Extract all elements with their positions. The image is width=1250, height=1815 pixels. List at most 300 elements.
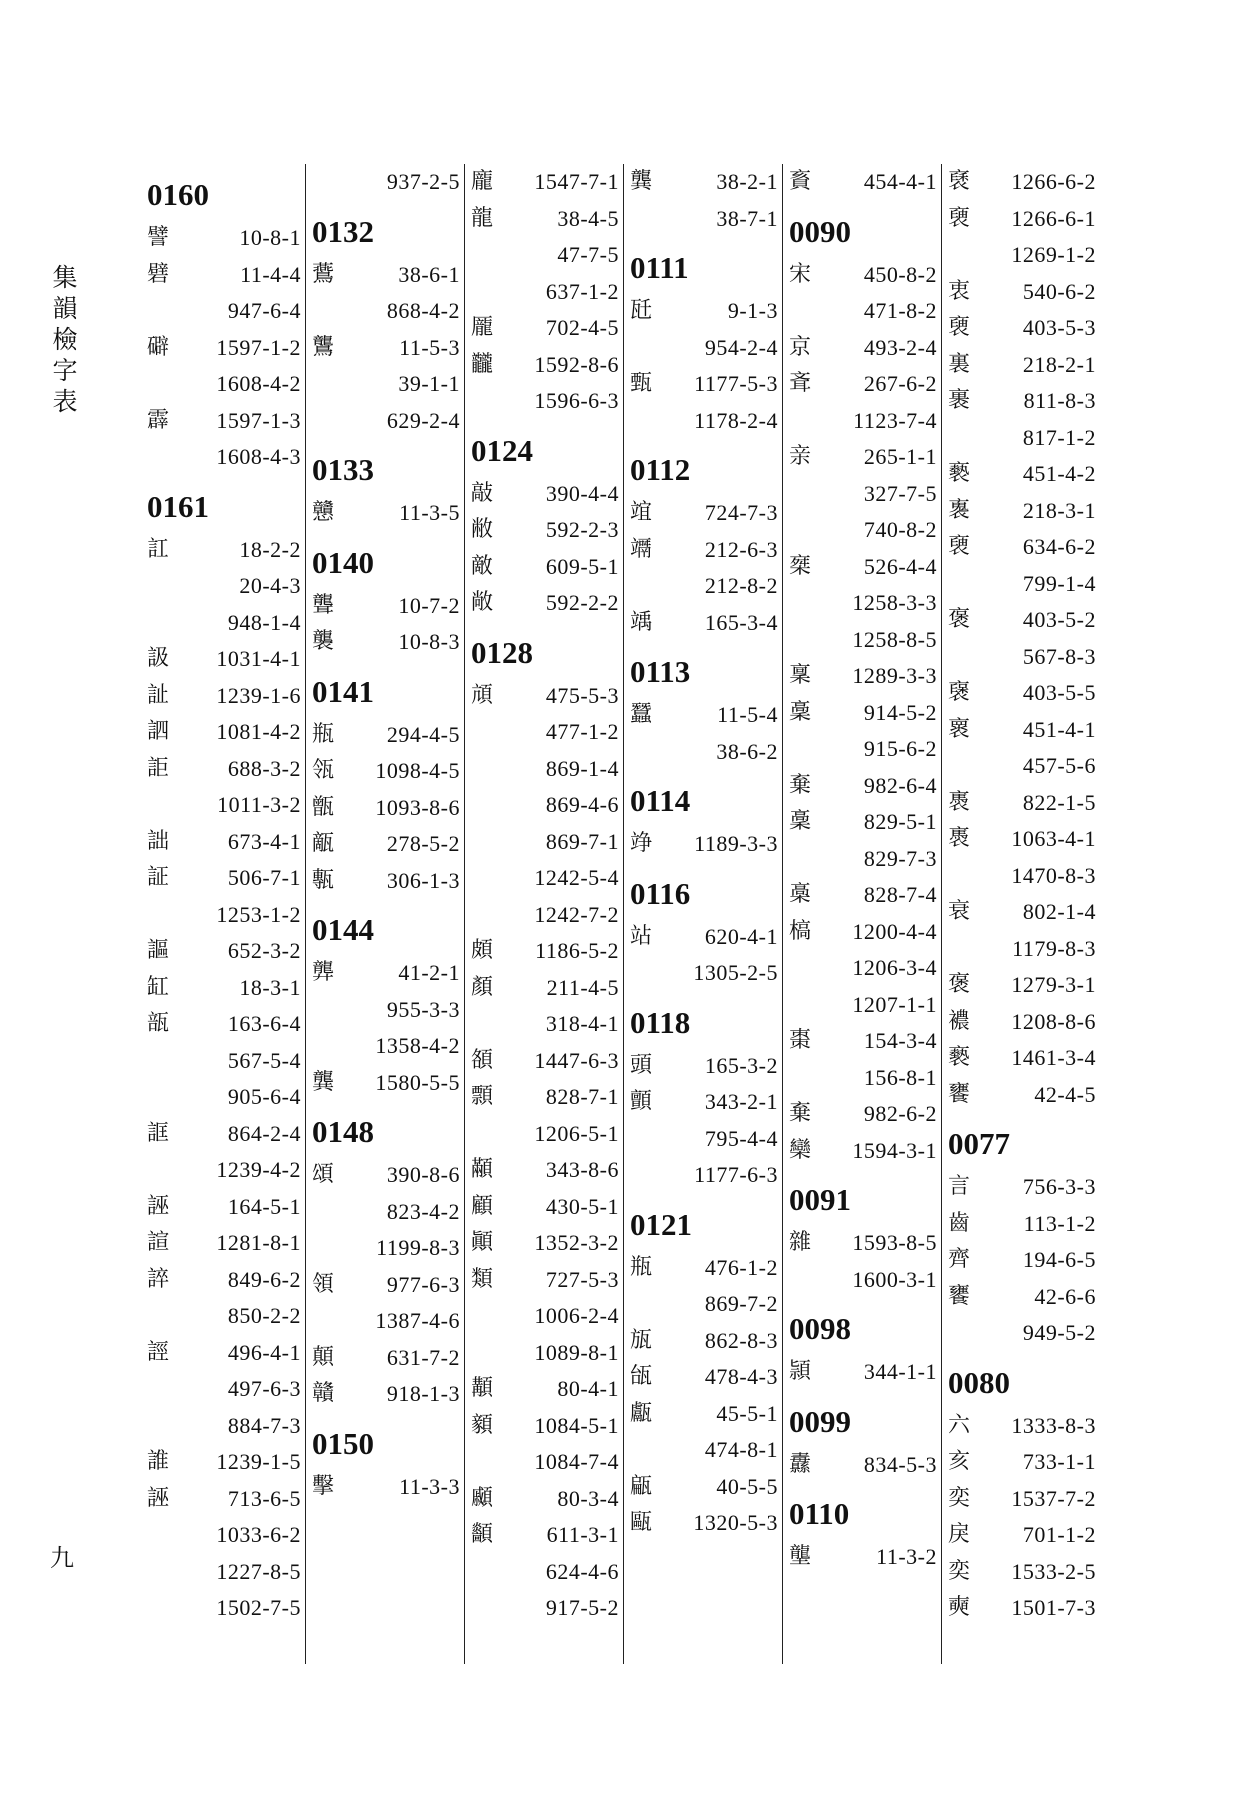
entry-reference: 1177-5-3 bbox=[694, 371, 778, 396]
entry-reference: 218-3-1 bbox=[1022, 497, 1096, 523]
entry-character: 敞 bbox=[471, 590, 494, 615]
index-entry bbox=[312, 366, 460, 403]
index-entry bbox=[789, 1447, 937, 1484]
index-entry bbox=[630, 366, 778, 403]
entry-character: 礕 bbox=[147, 261, 170, 287]
entry-reference: 1081-4-2 bbox=[216, 719, 301, 744]
index-entry bbox=[147, 1152, 301, 1189]
entry-character: 誆 bbox=[147, 1120, 170, 1146]
entry-character: 詎 bbox=[147, 755, 170, 781]
entry-reference: 1470-8-3 bbox=[1011, 862, 1096, 888]
entry-reference: 823-4-2 bbox=[386, 1198, 460, 1224]
index-entry bbox=[147, 641, 301, 678]
entry-reference: 1537-7-2 bbox=[1011, 1485, 1096, 1511]
entry-character: 頟 bbox=[471, 1047, 494, 1073]
entry-character bbox=[789, 731, 823, 768]
entry-reference: 869-1-4 bbox=[545, 755, 619, 781]
entry-reference: 1242-5-4 bbox=[534, 865, 619, 890]
entry-character: 訯 bbox=[147, 646, 170, 671]
entry-character: 欒 bbox=[789, 1137, 812, 1163]
entry-reference: 822-1-5 bbox=[1022, 789, 1096, 815]
index-entry bbox=[948, 201, 1096, 238]
entry-reference: 38-6-2 bbox=[716, 738, 778, 764]
entry-reference: 1320-5-3 bbox=[693, 1510, 778, 1535]
entry-reference: 1093-8-6 bbox=[375, 794, 460, 820]
index-entry bbox=[471, 1116, 619, 1153]
entry-character bbox=[312, 1303, 346, 1340]
index-entry bbox=[312, 717, 460, 754]
index-entry bbox=[789, 768, 937, 805]
entry-reference: 1208-8-6 bbox=[1011, 1008, 1096, 1034]
index-entry bbox=[948, 1554, 1096, 1591]
entry-reference: 1178-2-4 bbox=[694, 407, 778, 433]
index-entry bbox=[147, 678, 301, 715]
entry-reference: 915-6-2 bbox=[863, 736, 937, 761]
entry-reference: 1177-6-3 bbox=[694, 1162, 778, 1187]
entry-reference: 474-8-1 bbox=[704, 1437, 778, 1462]
entry-reference: 917-5-2 bbox=[545, 1595, 619, 1620]
entry-character: 龎 bbox=[471, 315, 494, 340]
entry-reference: 811-8-3 bbox=[1023, 388, 1096, 413]
index-entry bbox=[147, 1298, 301, 1335]
entry-reference: 1179-8-3 bbox=[1012, 935, 1096, 961]
index-entry bbox=[630, 330, 778, 367]
entry-character: 衷 bbox=[948, 278, 971, 304]
entry-reference: 1123-7-4 bbox=[853, 407, 937, 433]
entry-character bbox=[312, 293, 346, 330]
index-entry bbox=[789, 257, 937, 294]
entry-reference: 634-6-2 bbox=[1022, 534, 1096, 559]
entry-character: 瓶 bbox=[312, 721, 335, 747]
entry-reference: 526-4-4 bbox=[863, 553, 937, 579]
entry-character: 敲 bbox=[471, 480, 494, 506]
index-entry bbox=[948, 639, 1096, 676]
entry-reference: 850-2-2 bbox=[227, 1303, 301, 1328]
index-entry bbox=[630, 1121, 778, 1158]
entry-reference: 1597-1-3 bbox=[216, 407, 301, 433]
entry-reference: 47-7-5 bbox=[557, 242, 619, 267]
entry-reference: 496-4-1 bbox=[227, 1339, 301, 1365]
index-entry bbox=[471, 1590, 619, 1627]
entry-reference: 1333-8-3 bbox=[1011, 1412, 1096, 1438]
index-entry bbox=[471, 714, 619, 751]
entry-reference: 1098-4-5 bbox=[375, 758, 460, 783]
entry-character bbox=[630, 1286, 664, 1323]
index-entry bbox=[147, 1116, 301, 1153]
entry-character bbox=[789, 476, 823, 513]
entry-character: 褏 bbox=[948, 315, 971, 340]
entry-reference: 1269-1-2 bbox=[1011, 242, 1096, 267]
entry-character bbox=[312, 403, 346, 440]
entry-character: 亥 bbox=[948, 1449, 971, 1474]
entry-reference: 1597-1-2 bbox=[216, 334, 301, 360]
entry-reference: 1253-1-2 bbox=[216, 901, 301, 927]
index-entry bbox=[312, 624, 460, 661]
entry-reference: 713-6-5 bbox=[227, 1485, 301, 1511]
index-entry bbox=[147, 1554, 301, 1591]
entry-character: 甋 bbox=[312, 831, 335, 856]
entry-reference: 506-7-1 bbox=[227, 865, 301, 890]
index-entry bbox=[948, 1169, 1096, 1206]
entry-character: 礔 bbox=[147, 334, 170, 360]
entry-character: 褏 bbox=[948, 534, 971, 559]
section-heading: 0099 bbox=[789, 1403, 851, 1439]
entry-reference: 1227-8-5 bbox=[216, 1558, 301, 1584]
entry-reference: 113-1-2 bbox=[1023, 1210, 1096, 1236]
index-entry bbox=[948, 529, 1096, 566]
entry-reference: 1358-4-2 bbox=[375, 1033, 460, 1058]
entry-character: 訵 bbox=[147, 719, 170, 744]
entry-character: 槁 bbox=[789, 918, 812, 944]
entry-character: 龖 bbox=[471, 351, 494, 377]
entry-reference: 156-8-1 bbox=[863, 1064, 937, 1090]
entry-reference: 477-1-2 bbox=[545, 719, 619, 744]
index-entry bbox=[312, 257, 460, 294]
index-entry bbox=[630, 734, 778, 771]
index-entry bbox=[147, 897, 301, 934]
entry-reference: 948-1-4 bbox=[227, 609, 301, 635]
index-entry bbox=[312, 1230, 460, 1267]
entry-reference: 1594-3-1 bbox=[852, 1137, 937, 1163]
entry-character bbox=[630, 568, 664, 605]
index-column bbox=[464, 164, 623, 1664]
entry-reference: 430-5-1 bbox=[545, 1193, 619, 1219]
entry-reference: 10-8-1 bbox=[239, 225, 301, 250]
section-heading: 0124 bbox=[471, 432, 533, 468]
entry-reference: 795-4-4 bbox=[704, 1125, 778, 1151]
entry-character bbox=[630, 1121, 664, 1158]
entry-character bbox=[471, 1590, 505, 1627]
entry-reference: 724-7-3 bbox=[704, 500, 778, 525]
index-entry bbox=[312, 588, 460, 625]
entry-character: 瓩 bbox=[630, 298, 653, 323]
entry-reference: 165-3-2 bbox=[704, 1052, 778, 1078]
entry-reference: 756-3-3 bbox=[1022, 1174, 1096, 1199]
entry-reference: 265-1-1 bbox=[863, 444, 937, 469]
entry-reference: 403-5-3 bbox=[1022, 315, 1096, 340]
index-entry bbox=[789, 1225, 937, 1262]
index-entry bbox=[471, 970, 619, 1007]
entry-character bbox=[147, 1517, 181, 1554]
entry-reference: 39-1-1 bbox=[398, 371, 460, 396]
entry-character bbox=[630, 201, 664, 238]
entry-reference: 1281-8-1 bbox=[216, 1230, 301, 1255]
entry-reference: 918-1-3 bbox=[386, 1381, 460, 1406]
index-entry bbox=[948, 274, 1096, 311]
entry-reference: 1206-5-1 bbox=[534, 1120, 619, 1146]
section-heading: 0150 bbox=[312, 1425, 374, 1461]
entry-reference: 1501-7-3 bbox=[1011, 1595, 1096, 1620]
index-entry bbox=[147, 1335, 301, 1372]
index-entry bbox=[471, 1079, 619, 1116]
entry-character: 雜 bbox=[789, 1230, 812, 1255]
entry-reference: 18-3-1 bbox=[239, 974, 301, 1000]
index-entry bbox=[312, 790, 460, 827]
entry-reference: 1186-5-2 bbox=[535, 938, 619, 963]
entry-character: 誣 bbox=[147, 1193, 170, 1219]
entry-character: 言 bbox=[948, 1174, 971, 1199]
entry-character: 顏 bbox=[471, 974, 494, 1000]
index-entry bbox=[789, 695, 937, 732]
entry-character bbox=[312, 164, 346, 201]
entry-reference: 278-5-2 bbox=[386, 831, 460, 856]
entry-character: 敝 bbox=[471, 517, 494, 542]
entry-character bbox=[471, 714, 505, 751]
index-entry bbox=[147, 439, 301, 476]
section-heading: 0132 bbox=[312, 213, 374, 249]
entry-character: 頌 bbox=[312, 1162, 335, 1187]
index-entry bbox=[948, 1517, 1096, 1554]
entry-reference: 802-1-4 bbox=[1022, 899, 1096, 924]
entry-reference: 829-5-1 bbox=[863, 809, 937, 834]
index-entry bbox=[312, 863, 460, 900]
index-entry bbox=[630, 826, 778, 863]
entry-reference: 194-6-5 bbox=[1022, 1247, 1096, 1272]
entry-character: 鸗 bbox=[312, 334, 335, 360]
entry-character bbox=[471, 237, 505, 274]
entry-reference: 1239-1-6 bbox=[216, 682, 301, 708]
section-heading: 0128 bbox=[471, 634, 533, 670]
section-heading: 0116 bbox=[630, 875, 691, 911]
index-entry bbox=[789, 293, 937, 330]
entry-character: 竬 bbox=[630, 609, 653, 635]
index-entry bbox=[471, 751, 619, 788]
section-heading: 0111 bbox=[630, 250, 689, 285]
entry-reference: 11-3-3 bbox=[399, 1473, 460, 1499]
index-entry bbox=[948, 1444, 1096, 1481]
index-entry bbox=[630, 495, 778, 532]
entry-character: 顢 bbox=[471, 1157, 494, 1182]
index-entry bbox=[948, 237, 1096, 274]
entry-reference: 982-6-4 bbox=[863, 772, 937, 798]
index-entry bbox=[471, 1262, 619, 1299]
entry-character bbox=[312, 1194, 346, 1231]
entry-reference: 41-2-1 bbox=[398, 960, 460, 985]
entry-character bbox=[147, 897, 181, 934]
entry-character: 頏 bbox=[471, 682, 494, 708]
entry-reference: 165-3-4 bbox=[704, 609, 778, 635]
index-entry bbox=[147, 1408, 301, 1445]
index-entry bbox=[630, 1505, 778, 1542]
entry-reference: 10-8-3 bbox=[398, 629, 460, 654]
entry-character bbox=[147, 1043, 181, 1080]
entry-character: 戇 bbox=[312, 500, 335, 525]
entry-character: 缸 bbox=[147, 974, 170, 1000]
index-entry bbox=[147, 366, 301, 403]
section-heading: 0077 bbox=[948, 1126, 1010, 1161]
entry-character bbox=[630, 330, 664, 367]
index-entry bbox=[948, 858, 1096, 895]
index-entry bbox=[471, 549, 619, 586]
index-entry bbox=[471, 1225, 619, 1262]
index-entry bbox=[630, 164, 778, 201]
index-entry bbox=[948, 566, 1096, 603]
entry-character: 龏 bbox=[312, 960, 335, 985]
index-entry bbox=[312, 1157, 460, 1194]
entry-reference: 454-4-1 bbox=[863, 169, 937, 194]
index-entry bbox=[789, 841, 937, 878]
entry-reference: 1502-7-5 bbox=[216, 1595, 301, 1620]
index-entry bbox=[312, 330, 460, 367]
entry-reference: 864-2-4 bbox=[227, 1120, 301, 1146]
entry-reference: 1239-1-5 bbox=[216, 1449, 301, 1474]
index-entry bbox=[948, 420, 1096, 457]
index-entry bbox=[630, 1359, 778, 1396]
index-entry bbox=[948, 347, 1096, 384]
index-entry bbox=[471, 237, 619, 274]
index-entry bbox=[312, 1340, 460, 1377]
index-entry bbox=[147, 532, 301, 569]
index-entry bbox=[471, 476, 619, 513]
entry-character bbox=[471, 824, 505, 861]
entry-character bbox=[147, 1554, 181, 1591]
entry-character bbox=[789, 1262, 823, 1299]
entry-character: 顧 bbox=[471, 1193, 494, 1219]
entry-reference: 829-7-3 bbox=[863, 845, 937, 871]
entry-character: 亲 bbox=[789, 444, 812, 469]
entry-reference: 740-8-2 bbox=[863, 517, 937, 542]
index-entry bbox=[789, 1354, 937, 1391]
entry-character: 龔 bbox=[630, 169, 653, 194]
entry-character bbox=[312, 992, 346, 1029]
index-entry bbox=[948, 894, 1096, 931]
entry-reference: 211-4-5 bbox=[546, 974, 619, 1000]
index-entry bbox=[147, 933, 301, 970]
entry-character: 饔 bbox=[948, 1283, 971, 1309]
index-entry bbox=[471, 585, 619, 622]
entry-character: 聾 bbox=[312, 592, 335, 618]
entry-character: 頗 bbox=[471, 938, 494, 963]
entry-character: 竵 bbox=[630, 536, 653, 562]
entry-character bbox=[630, 734, 664, 771]
entry-character bbox=[147, 1408, 181, 1445]
index-entry bbox=[789, 1060, 937, 1097]
entry-reference: 343-8-6 bbox=[545, 1157, 619, 1182]
entry-character: 齒 bbox=[948, 1210, 971, 1236]
index-entry bbox=[147, 1189, 301, 1226]
entry-reference: 457-5-6 bbox=[1022, 753, 1096, 778]
side-title: 集韻檢字表 bbox=[52, 263, 78, 416]
entry-reference: 828-7-1 bbox=[545, 1084, 619, 1109]
entry-character: 褻 bbox=[948, 1045, 971, 1070]
entry-character: 顡 bbox=[471, 1412, 494, 1438]
index-entry bbox=[147, 1481, 301, 1518]
entry-character bbox=[147, 1298, 181, 1335]
entry-character: 裏 bbox=[948, 351, 971, 377]
entry-character bbox=[471, 1444, 505, 1481]
entry-character: 襛 bbox=[948, 1008, 971, 1034]
entry-character bbox=[312, 1028, 346, 1065]
entry-reference: 403-5-5 bbox=[1022, 680, 1096, 705]
index-entry bbox=[471, 860, 619, 897]
index-entry bbox=[948, 1481, 1096, 1518]
index-entry bbox=[948, 967, 1096, 1004]
section-heading: 0114 bbox=[630, 783, 691, 818]
index-entry bbox=[630, 1048, 778, 1085]
entry-reference: 828-7-4 bbox=[863, 882, 937, 907]
index-entry bbox=[147, 220, 301, 257]
index-entry bbox=[471, 383, 619, 420]
entry-character: 槀 bbox=[789, 882, 812, 907]
entry-reference: 673-4-1 bbox=[227, 828, 301, 854]
entry-character: 戾 bbox=[948, 1522, 971, 1547]
entry-character: 訌 bbox=[147, 536, 170, 562]
entry-character: 誣 bbox=[147, 1485, 170, 1511]
entry-character bbox=[147, 366, 181, 403]
entry-reference: 343-2-1 bbox=[704, 1089, 778, 1114]
entry-character: 誙 bbox=[147, 1339, 170, 1365]
section-heading: 0144 bbox=[312, 912, 374, 947]
index-entry bbox=[948, 1077, 1096, 1114]
entry-character bbox=[471, 1335, 505, 1372]
entry-reference: 1258-3-3 bbox=[852, 590, 937, 615]
entry-reference: 1461-3-4 bbox=[1011, 1045, 1096, 1070]
entry-character: 稾 bbox=[789, 699, 812, 725]
entry-character: 領 bbox=[312, 1271, 335, 1297]
index-entry bbox=[630, 293, 778, 330]
index-entry bbox=[312, 1469, 460, 1506]
entry-character bbox=[147, 568, 181, 605]
entry-reference: 1600-3-1 bbox=[852, 1266, 937, 1292]
entry-reference: 977-6-3 bbox=[386, 1271, 460, 1297]
index-entry bbox=[471, 1006, 619, 1043]
entry-character: 顛 bbox=[312, 1344, 335, 1370]
index-entry bbox=[789, 1023, 937, 1060]
entry-character: 顠 bbox=[471, 1084, 494, 1109]
entry-character: 奕 bbox=[948, 1558, 971, 1584]
entry-reference: 955-3-3 bbox=[386, 996, 460, 1022]
index-entry bbox=[789, 403, 937, 440]
entry-reference: 1200-4-4 bbox=[852, 918, 937, 944]
entry-reference: 592-2-2 bbox=[545, 590, 619, 615]
entry-reference: 637-1-2 bbox=[545, 278, 619, 304]
entry-character: 甗 bbox=[630, 1400, 653, 1426]
entry-reference: 937-2-5 bbox=[386, 169, 460, 194]
entry-reference: 1199-8-3 bbox=[376, 1235, 460, 1260]
entry-reference: 20-4-3 bbox=[239, 573, 301, 598]
index-entry bbox=[147, 605, 301, 642]
entry-character bbox=[948, 748, 982, 785]
entry-reference: 1189-3-3 bbox=[694, 831, 778, 856]
entry-reference: 733-1-1 bbox=[1022, 1449, 1096, 1474]
entry-character: 鷰 bbox=[312, 261, 335, 287]
entry-character: 頴 bbox=[789, 1359, 812, 1384]
entry-character bbox=[471, 1006, 505, 1043]
entry-character: 誶 bbox=[147, 1266, 170, 1292]
index-entry bbox=[948, 785, 1096, 822]
index-entry bbox=[789, 366, 937, 403]
entry-reference: 624-4-6 bbox=[545, 1558, 619, 1584]
entry-character: 裹 bbox=[948, 388, 971, 413]
entry-character bbox=[630, 1432, 664, 1469]
entry-reference: 1266-6-1 bbox=[1011, 205, 1096, 231]
section-heading: 0112 bbox=[630, 452, 691, 487]
index-entry bbox=[630, 403, 778, 440]
index-entry bbox=[312, 1267, 460, 1304]
index-entry bbox=[630, 1286, 778, 1323]
entry-reference: 9-1-3 bbox=[727, 298, 778, 323]
entry-reference: 1593-8-5 bbox=[852, 1230, 937, 1255]
section-heading: 0113 bbox=[630, 654, 691, 689]
entry-reference: 478-4-3 bbox=[704, 1364, 778, 1389]
index-entry bbox=[147, 1590, 301, 1627]
index-entry bbox=[312, 955, 460, 992]
index-entry bbox=[147, 293, 301, 330]
entry-reference: 688-3-2 bbox=[227, 755, 301, 781]
entry-reference: 475-5-3 bbox=[545, 682, 619, 708]
index-entry bbox=[789, 476, 937, 513]
entry-character: 顚 bbox=[471, 1230, 494, 1255]
